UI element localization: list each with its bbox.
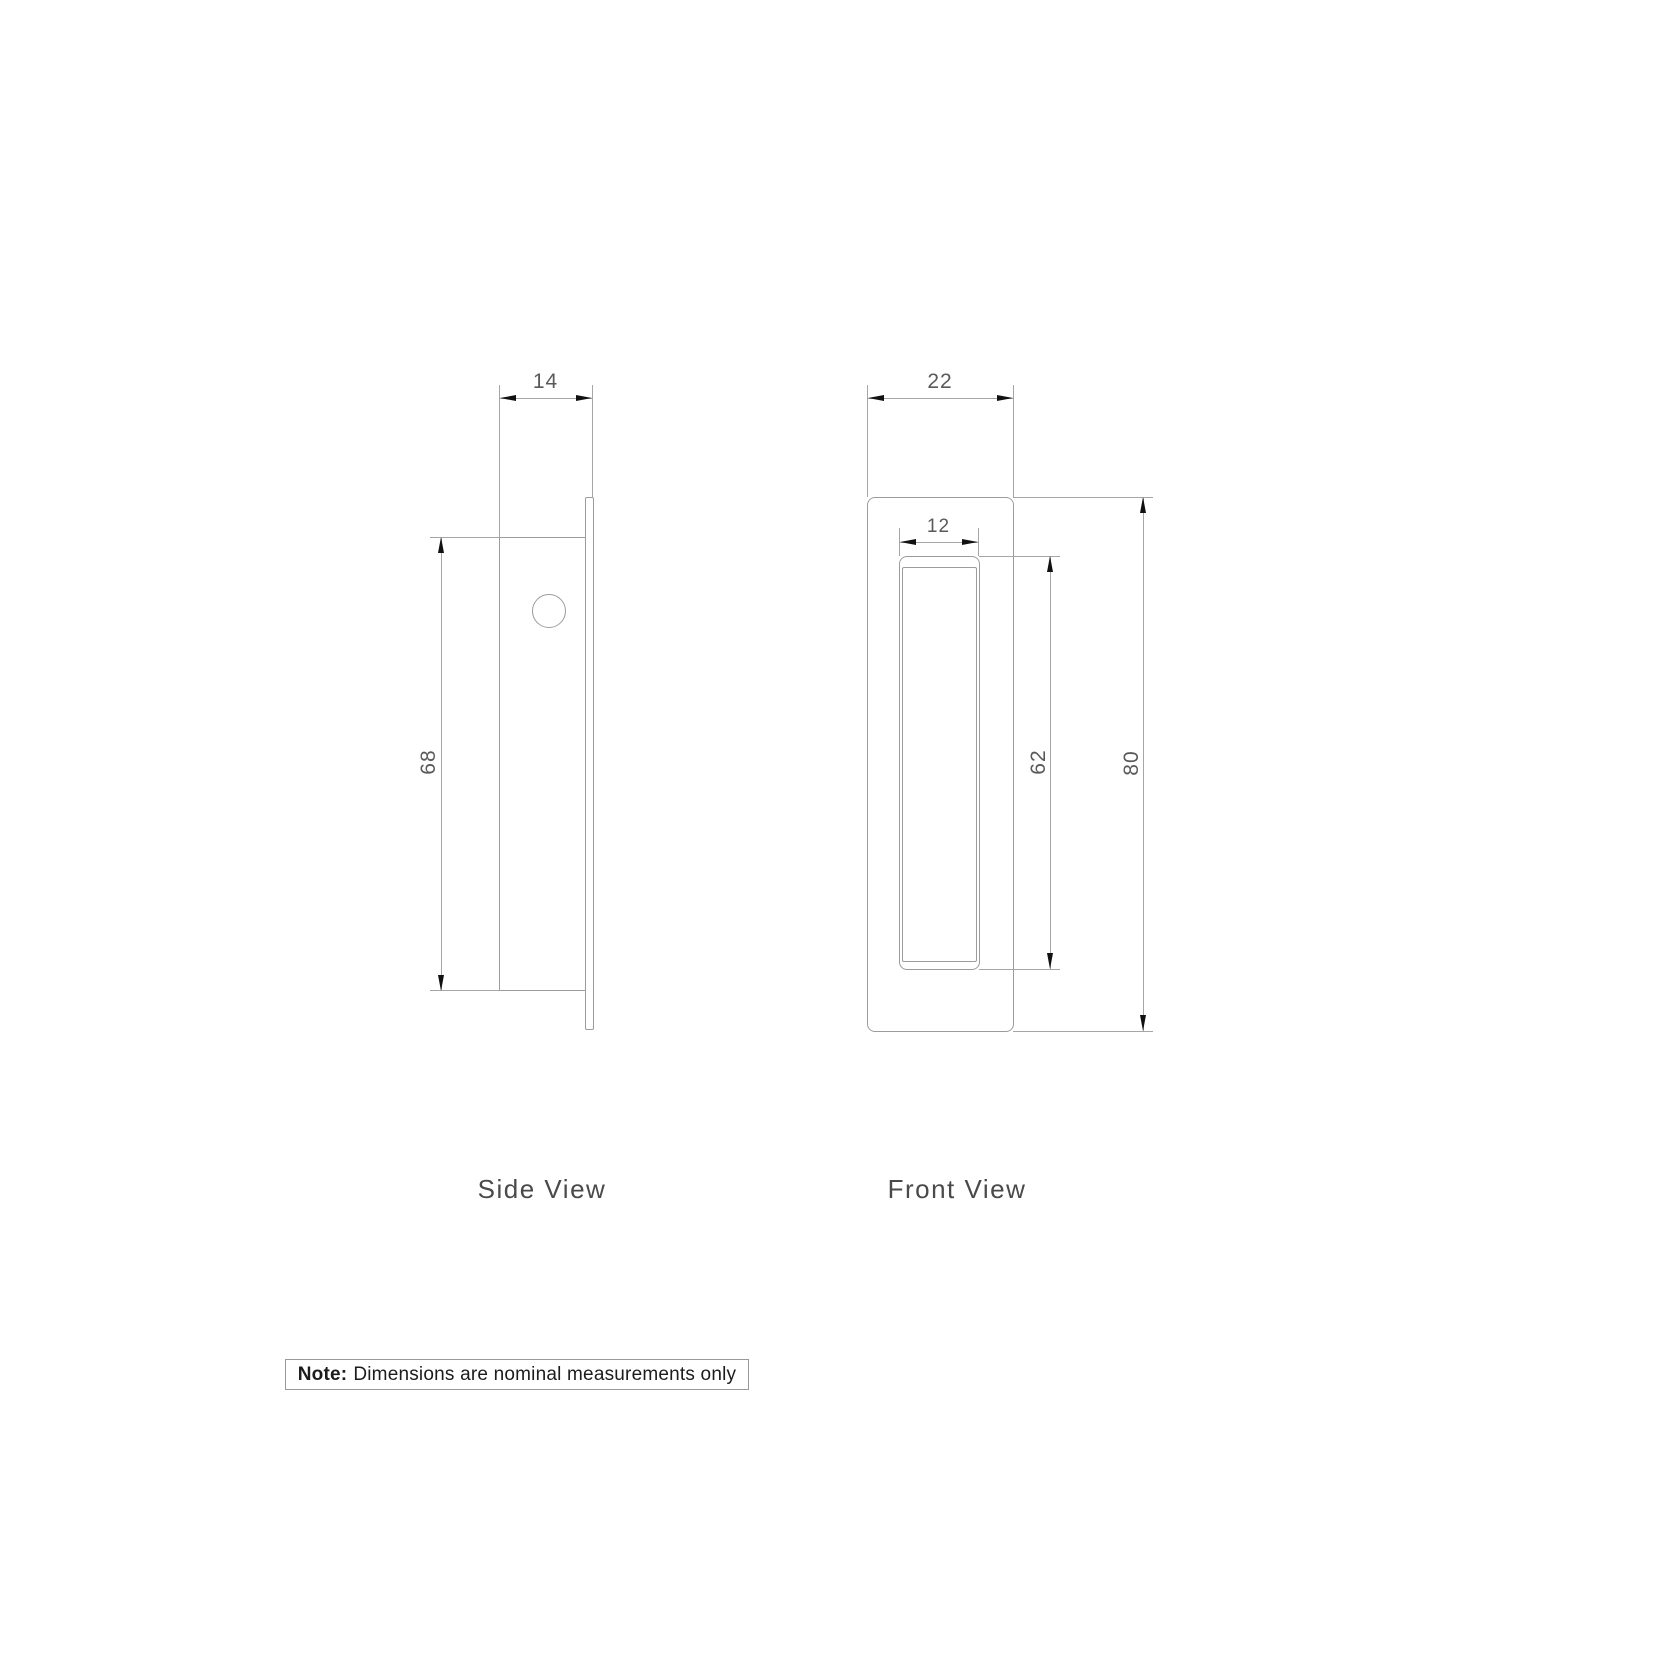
recess-height-extension-line-bottom (979, 969, 1060, 970)
dim-arrow-right-icon (576, 395, 592, 401)
side-depth-extension-line-left (499, 385, 500, 537)
side-depth-dim-label: 14 (532, 370, 559, 393)
dim-arrow-up-icon (1140, 497, 1146, 513)
note-box (285, 1359, 749, 1390)
front-height-dim-label: 80 (1120, 750, 1143, 776)
recess-width-extension-line-right (978, 528, 979, 556)
dim-arrow-left-icon (500, 395, 516, 401)
side-depth-extension-line-right (592, 385, 593, 497)
recess-height-dim-label: 62 (1027, 749, 1050, 775)
dim-arrow-right-icon (997, 395, 1013, 401)
front-width-extension-line-right (1013, 385, 1014, 497)
screw-hole-icon (532, 594, 566, 628)
dim-arrow-up-icon (1047, 556, 1053, 572)
front-width-dim-label: 22 (927, 370, 953, 393)
dim-arrow-up-icon (438, 537, 444, 553)
front-recess-inner-outline (902, 567, 977, 962)
note-label: Note: (297, 1363, 348, 1385)
dim-arrow-down-icon (1140, 1015, 1146, 1031)
front-width-dim-line (867, 398, 1013, 399)
side-height-dim-label: 68 (417, 749, 440, 775)
front-view-caption: Front View (887, 1174, 1027, 1204)
recess-width-dim-label: 12 (926, 516, 951, 537)
dim-arrow-down-icon (1047, 953, 1053, 969)
dim-arrow-right-icon (962, 539, 978, 545)
side-view-caption: Side View (477, 1174, 607, 1204)
side-height-dim-line (441, 537, 442, 991)
front-height-extension-line-bottom (1013, 1031, 1153, 1032)
dim-arrow-down-icon (438, 975, 444, 991)
side-faceplate-outline (585, 497, 594, 1030)
front-width-extension-line-left (867, 385, 868, 497)
dim-arrow-left-icon (868, 395, 884, 401)
note-text: Dimensions are nominal measurements only (353, 1363, 737, 1385)
front-height-extension-line-top (1013, 497, 1153, 498)
dim-arrow-left-icon (900, 539, 916, 545)
